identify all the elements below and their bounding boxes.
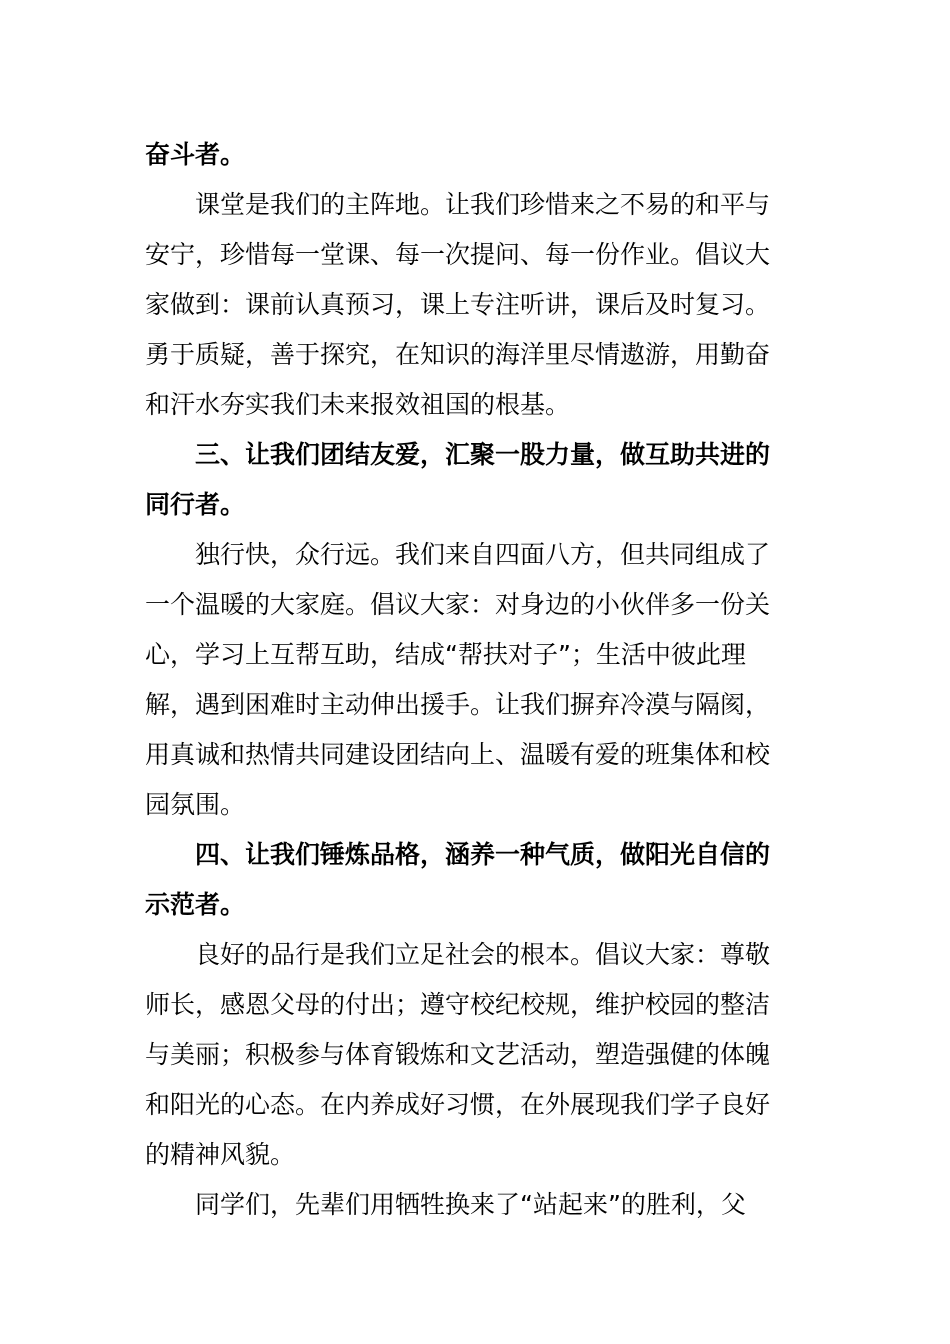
text-line: 一个温暖的大家庭。倡议大家：对身边的小伙伴多一份关 [145,590,771,619]
text-line: 和阳光的心态。在内养成好习惯，在外展现我们学子良好 [145,1090,771,1119]
text-line: 用真诚和热情共同建设团结向上、温暖有爱的班集体和校 [145,740,771,769]
text-line: 良好的品行是我们立足社会的根本。倡议大家：尊敬 [195,940,771,969]
text-line: 师长，感恩父母的付出；遵守校纪校规，维护校园的整洁 [145,990,771,1019]
section-heading-line: 示范者。 [145,890,246,919]
text-line: 家做到：课前认真预习，课上专注听讲，课后及时复习。 [145,290,771,319]
text-line: 同学们，先辈们用牺牲换来了“站起来”的胜利，父 [195,1190,746,1219]
document-page [145,130,807,1230]
text-line: 安宁，珍惜每一堂课、每一次提问、每一份作业。倡议大 [145,240,771,269]
text-line: 与美丽；积极参与体育锻炼和文艺活动，塑造强健的体魄 [145,1040,771,1069]
text-line: 心，学习上互帮互助，结成“帮扶对子”；生活中彼此理 [145,640,746,669]
text-line: 解，遇到困难时主动伸出援手。让我们摒弃冷漠与隔阂， [145,690,771,719]
section-heading-line: 同行者。 [145,490,246,519]
text-line: 奋斗者。 [145,140,246,169]
text-line: 的精神风貌。 [145,1140,296,1169]
section-heading-line: 四、让我们锤炼品格，涵养一种气质，做阳光自信的 [195,840,771,869]
text-line: 独行快，众行远。我们来自四面八方，但共同组成了 [195,540,771,569]
section-heading-line: 三、让我们团结友爱，汇聚一股力量，做互助共进的 [195,440,771,469]
text-line: 勇于质疑，善于探究，在知识的海洋里尽情遨游，用勤奋 [145,340,771,369]
text-line: 课堂是我们的主阵地。让我们珍惜来之不易的和平与 [195,190,771,219]
text-line: 园氛围。 [145,790,246,819]
text-line: 和汗水夯实我们未来报效祖国的根基。 [145,390,571,419]
